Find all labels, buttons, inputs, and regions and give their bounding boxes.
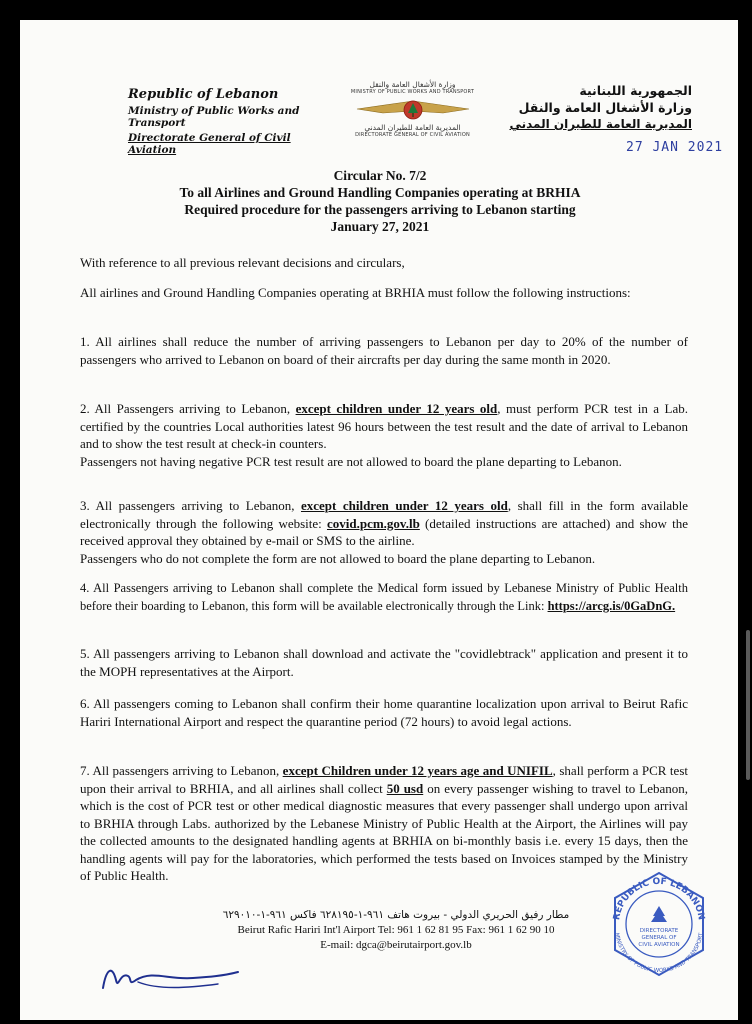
lead-paragraph: All airlines and Ground Handling Companies operating at BRHIA must follow the following instructions: (80, 285, 631, 300)
footer-email: E-mail: dgca@beirutairport.gov.lb (320, 939, 472, 951)
instruction-4 (80, 580, 688, 615)
header-republic-arabic: الجمهورية اللبنانية (579, 83, 692, 98)
instruction-6 (80, 695, 688, 730)
footer-arabic: مطار رفيق الحريري الدولي - بيروت هاتف ٩٦١-١-٦٢٨١٩٥ فاكس ٩٦١-١-٦٢٩٠١٠ (222, 909, 570, 921)
instruction-7-text-end: on every passenger wishing to travel to Lebanon, which is the cost of PCR test or other medical diagnostic measures that every passenger shall undergo upon arrival to BRHIA through Labs. authorized by the Lebanese Ministry of Public Health at the Airport, the Airlines will pay the collected amounts to the designated handling agents at BRHIA on bi-monthly basis i.e. every 15 days, then the handling agents will pay for the laboratories, which performed the tests based on Invoices stamped by the Ministry of Public Health. (80, 780, 688, 883)
instruction-2-note: Passengers not having negative PCR test result are not allowed to board the plane departing to Lebanon. (80, 453, 622, 469)
instruction-7-text: 7. All passengers arriving to Lebanon, (80, 763, 283, 778)
logo-arabic-top: وزارة الأشغال العامة والنقل (369, 80, 456, 89)
seal-inner-line2: GENERAL OF (641, 935, 677, 941)
instruction-5 (80, 645, 688, 680)
instruction-2-exception: except children under 12 years old (295, 401, 498, 416)
header-right (452, 83, 692, 131)
signature-icon (98, 950, 248, 1000)
instruction-5-text: 5. All passengers arriving to Lebanon shall download and activate the "covidlebtrack" application and present it to the MOPH representatives at the Airport. (80, 646, 688, 679)
header-directorate: Directorate General of Civil Aviation (128, 132, 291, 156)
logo-english-bottom: DIRECTORATE GENERAL OF CIVIL AVIATION (355, 132, 470, 138)
seal-inner-line3: CIVIL AVIATION (638, 942, 680, 948)
instruction-3-exception: except children under 12 years old (300, 498, 508, 513)
instruction-7 (80, 762, 688, 885)
instruction-7-fee: 50 usd (386, 780, 424, 796)
instruction-7-exception: except Children under 12 years age and UNIFIL (282, 763, 553, 778)
document-page (20, 20, 738, 1020)
circular-date: January 27, 2021 (330, 219, 430, 234)
instruction-2 (80, 400, 688, 470)
logo-arabic-bottom: المديرية العامة للطيران المدني (364, 123, 461, 132)
instruction-3-text: 3. All passengers arriving to Lebanon, (80, 498, 301, 513)
circular-number: Circular No. 7/2 (333, 168, 427, 183)
logo-english-top: MINISTRY OF PUBLIC WORKS AND TRANSPORT (350, 89, 475, 95)
header-republic: Republic of Lebanon (128, 87, 279, 102)
intro-paragraph: With reference to all previous relevant decisions and circulars, (80, 255, 405, 270)
instruction-6-text: 6. All passengers coming to Lebanon shall confirm their home quarantine localization upon arrival to Beirut Rafic Hariri International Airport and respect the quarantine period (72 hours) to avoid legal actions. (80, 696, 688, 729)
instruction-1-text: 1. All airlines shall reduce the number of arriving passengers to Lebanon per day to 20% of the number of passengers who arrived to Lebanon on board of their aircrafts per day during the same month in 2020. (80, 334, 688, 367)
medical-form-link[interactable]: https://arcg.is/0GaDnG. (547, 598, 676, 613)
instruction-2-text: 2. All Passengers arriving to Lebanon, (80, 401, 296, 416)
circular-addressee: To all Airlines and Ground Handling Companies operating at BRHIA (179, 185, 581, 200)
instruction-4-text: 4. All Passengers arriving to Lebanon shall complete the Medical form issued by Lebanese Ministry of Public Health before their boarding to Lebanon, this form will be available electronically through the Link: (80, 581, 688, 613)
circular-subject: Required procedure for the passengers arriving to Lebanon starting (184, 202, 576, 217)
scrollbar[interactable] (746, 630, 750, 780)
instruction-1 (80, 333, 688, 368)
header-ministry: Ministry of Public Works and Transport (128, 105, 300, 129)
footer-address: Beirut Rafic Hariri Int'l Airport Tel: 961 1 62 81 95 Fax: 961 1 62 90 10 (237, 924, 555, 936)
header-ministry-arabic: وزارة الأشغال العامة والنقل (518, 100, 692, 115)
instruction-7-text-cont: , shall perform a PCR test upon their arrival to BRHIA, and all airlines shall collect (80, 763, 688, 796)
footer (206, 908, 586, 953)
header-directorate-arabic: المديرية العامة للطيران المدني (509, 117, 692, 131)
instruction-3-text-end: (detailed instructions are attached) and show the received approval they obtained by e-mail or SMS to the airline. (80, 515, 689, 548)
instruction-3 (80, 497, 688, 567)
instruction-3-note: Passengers who do not complete the form are not allowed to board the plane departing to Lebanon. (80, 550, 596, 566)
date-stamp: 27 JAN 2021 (626, 140, 724, 155)
instruction-2-text-cont: , must perform PCR test in a Lab. certified by the countries Local authorities latest 96 hours between the test result and the date of arrival to Lebanon and to show the test result at check-in counters. (80, 401, 689, 451)
seal-inner-line1: DIRECTORATE (639, 928, 679, 934)
seal-ring-text: REPUBLIC OF LEBANON (612, 876, 706, 921)
seal-bottom-text: MINISTRY OF PUBLIC WORKS AND TRANSPORT (613, 932, 705, 975)
instruction-3-text-cont: , shall fill in the form available electronically through the following website: (80, 498, 688, 531)
header-left (128, 87, 328, 156)
covid-form-link[interactable]: covid.pcm.gov.lb (326, 515, 420, 531)
official-seal-icon (605, 870, 713, 978)
